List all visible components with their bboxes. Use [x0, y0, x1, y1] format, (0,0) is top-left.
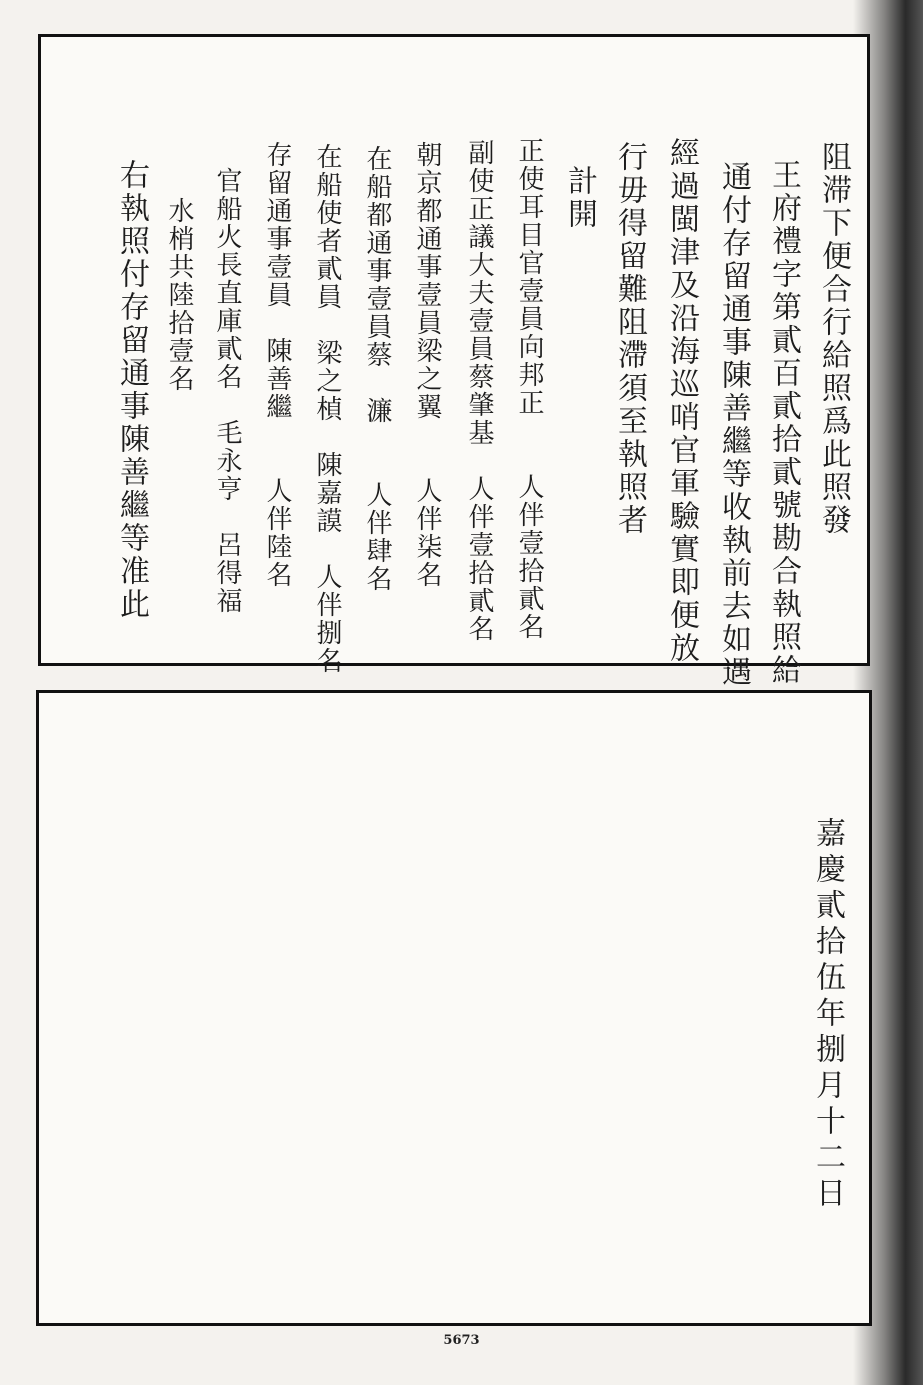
- text-column-6: 計開: [562, 165, 597, 231]
- text-column-3: 通付存留通事陳善繼等收執前去如遇: [716, 161, 751, 689]
- text-column-14: 水梢共陸拾壹名: [164, 197, 194, 393]
- text-column-5: 行毋得留難阻滯須至執照者: [612, 141, 647, 537]
- text-column-9: 朝京都通事壹員梁之翼 人伴柒名: [412, 141, 442, 589]
- text-column-2: 王府禮字第貳百貳拾貳號勘合執照給: [766, 159, 801, 687]
- text-column-13: 官船火長直庫貳名 毛永亨 呂得福: [212, 167, 242, 615]
- text-column-4: 經過閩津及沿海巡哨官軍驗實即便放: [664, 137, 699, 665]
- text-column-1: 阻滞下便合行給照爲此照發: [816, 141, 851, 537]
- date-column: 嘉慶貳拾伍年捌月十二日: [810, 817, 845, 1213]
- document-panel-bottom: [36, 690, 872, 1326]
- text-column-12: 存留通事壹員 陳善繼 人伴陸名: [262, 141, 292, 589]
- text-column-11: 在船使者貳員 梁之楨 陳嘉謨 人伴捌名: [312, 143, 342, 675]
- text-column-15: 右執照付存留通事陳善繼等准此: [114, 159, 149, 621]
- text-column-8: 副使正議大夫壹員蔡肇基 人伴壹拾貳名: [464, 139, 494, 643]
- text-column-10: 在船都通事壹員蔡 濂 人伴肆名: [362, 145, 392, 593]
- document-panel-top: [38, 34, 870, 689]
- page-number: 5673: [443, 1333, 480, 1348]
- text-column-7: 正使耳目官壹員向邦正 人伴壹拾貳名: [514, 137, 544, 641]
